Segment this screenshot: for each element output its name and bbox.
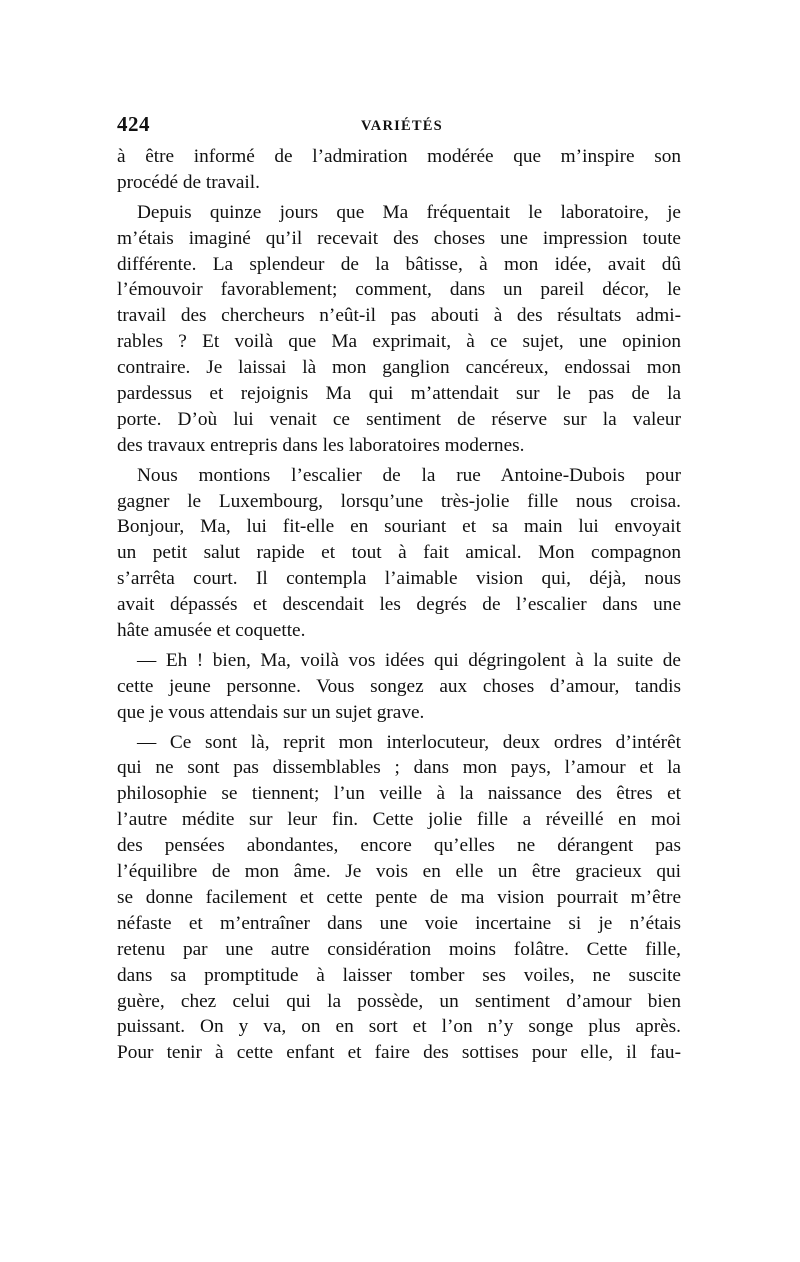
body-text: [117, 144, 681, 1066]
text-line: philosophie se tiennent; l’un veille à la naissance des êtres et: [117, 783, 681, 805]
text-line: guère, chez celui qui la possède, un sentiment d’amour bien: [117, 990, 681, 1012]
text-line: l’autre médite sur leur fin. Cette jolie fille a réveillé en moi: [117, 809, 681, 831]
text-line: qui ne sont pas dissemblables ; dans mon pays, l’amour et la: [117, 757, 681, 779]
paragraph: [117, 730, 681, 1067]
text-line: procédé de travail.: [117, 171, 260, 193]
text-line: que je vous attendais sur un sujet grave.: [117, 701, 425, 723]
text-line: retenu par une autre considération moins folâtre. Cette fille,: [117, 938, 681, 960]
text-line: puissant. On y va, on en sort et l’on n’y songe plus après.: [117, 1016, 681, 1038]
text-line: gagner le Luxembourg, lorsqu’une très-jolie fille nous croisa.: [117, 490, 681, 512]
text-line: un petit salut rapide et tout à fait amical. Mon compagnon: [117, 542, 681, 564]
text-line: l’équilibre de mon âme. Je vois en elle un être gracieux qui: [117, 861, 681, 883]
text-line: des travaux entrepris dans les laboratoires modernes.: [117, 434, 525, 456]
text-line: — Eh ! bien, Ma, voilà vos idées qui dégringolent à la suite de: [137, 649, 681, 671]
text-line: des pensées abondantes, encore qu’elles ne dérangent pas: [117, 835, 681, 857]
text-line: — Ce sont là, reprit mon interlocuteur, deux ordres d’intérêt: [137, 731, 681, 753]
page-number: 424: [117, 112, 150, 136]
book-page: [117, 112, 681, 1066]
text-line: différente. La splendeur de la bâtisse, à mon idée, avait dû: [117, 253, 681, 275]
text-line: se donne facilement et cette pente de ma vision pourrait m’être: [117, 886, 681, 908]
text-line: porte. D’où lui venait ce sentiment de réserve sur la valeur: [117, 408, 681, 430]
text-line: avait dépassés et descendait les degrés de l’escalier dans une: [117, 594, 681, 616]
paragraph: [117, 648, 681, 726]
text-line: s’arrêta court. Il contempla l’aimable vision qui, déjà, nous: [117, 568, 681, 590]
text-line: dans sa promptitude à laisser tomber ses voiles, ne suscite: [117, 964, 681, 986]
running-title: VARIÉTÉS: [361, 118, 443, 134]
text-line: pardessus et rejoignis Ma qui m’attendait sur le pas de la: [117, 383, 681, 405]
text-line: cette jeune personne. Vous songez aux choses d’amour, tandis: [117, 675, 681, 697]
text-line: néfaste et m’entraîner dans une voie incertaine si je n’étais: [117, 912, 681, 934]
text-line: rables ? Et voilà que Ma exprimait, à ce sujet, une opinion: [117, 331, 681, 353]
text-line: travail des chercheurs n’eût-il pas abouti à des résultats admi-: [117, 305, 681, 327]
text-line: m’étais imaginé qu’il recevait des choses une impression toute: [117, 227, 681, 249]
text-line: hâte amusée et coquette.: [117, 620, 306, 642]
text-line: l’émouvoir favorablement; comment, dans un pareil décor, le: [117, 279, 681, 301]
text-line: contraire. Je laissai là mon ganglion cancéreux, endossai mon: [117, 357, 681, 379]
text-line: Pour tenir à cette enfant et faire des sottises pour elle, il fau-: [117, 1042, 681, 1064]
text-line: Nous montions l’escalier de la rue Antoine-Dubois pour: [137, 464, 681, 486]
text-line: Bonjour, Ma, lui fit-elle en souriant et sa main lui envoyait: [117, 516, 681, 538]
text-line: Depuis quinze jours que Ma fréquentait le laboratoire, je: [137, 201, 681, 223]
running-head: [117, 112, 681, 144]
paragraph: [117, 463, 681, 644]
paragraph: [117, 200, 681, 459]
paragraph: [117, 144, 681, 196]
text-line: à être informé de l’admiration modérée que m’inspire son: [117, 146, 681, 167]
